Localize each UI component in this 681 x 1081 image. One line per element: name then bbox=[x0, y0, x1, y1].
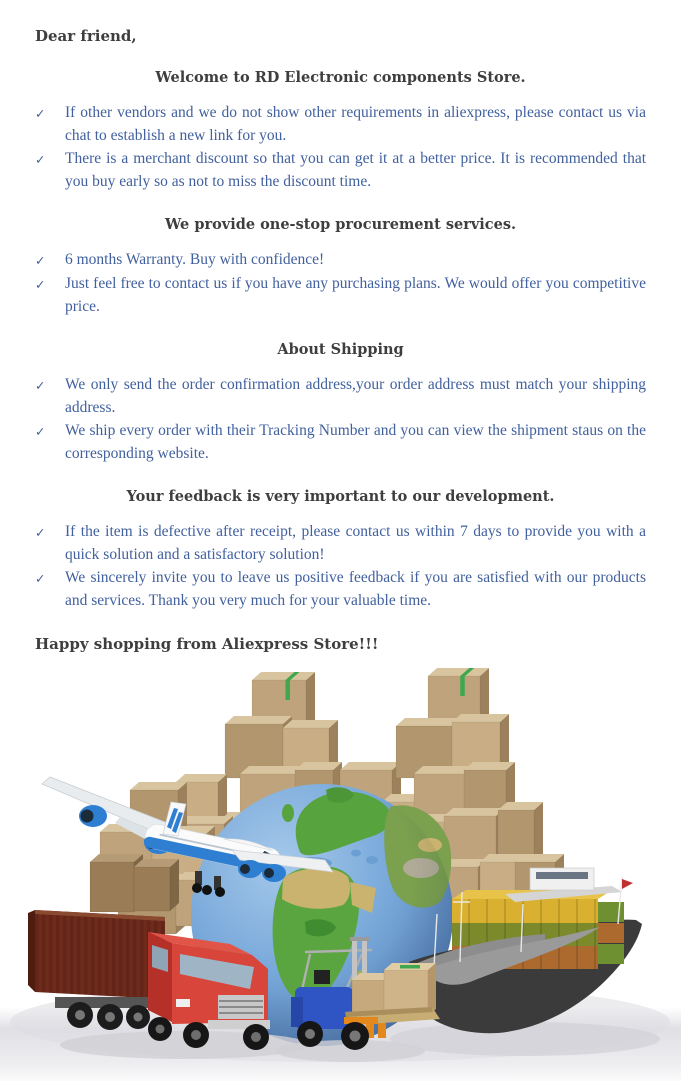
bullet-item bbox=[35, 101, 646, 147]
bullet-item bbox=[35, 272, 646, 318]
checkmark-icon: ✓ bbox=[35, 424, 46, 439]
section-procurement bbox=[35, 215, 646, 318]
bullet-item bbox=[35, 147, 646, 193]
checkmark-icon: ✓ bbox=[35, 277, 46, 292]
bullet-text: 6 months Warranty. Buy with confidence! bbox=[65, 251, 325, 268]
section-heading: About Shipping bbox=[277, 341, 404, 358]
bullet-text: If other vendors and we do not show other requirements in aliexpress, please contact us via chat to establish a new link for you. bbox=[65, 104, 646, 144]
bullet-item bbox=[35, 419, 646, 465]
checkmark-icon: ✓ bbox=[35, 106, 46, 121]
section-feedback bbox=[35, 487, 646, 612]
closing-text: Happy shopping from Aliexpress Store!!! bbox=[35, 635, 379, 653]
bullet-text: If the item is defective after receipt, please contact us within 7 days to provide you with a quick solution and a satisfactory solution! bbox=[65, 523, 646, 563]
ship-flag bbox=[622, 879, 633, 889]
bullet-text: There is a merchant discount so that you can get it at a better price. It is recommended that you buy early so as not to miss the discount time. bbox=[65, 150, 646, 190]
bullet-item bbox=[35, 520, 646, 566]
bullet-item bbox=[35, 373, 646, 419]
bullet-text: We only send the order confirmation address,your order address must match your shipping address. bbox=[65, 376, 646, 416]
checkmark-icon: ✓ bbox=[35, 253, 46, 268]
section-heading: Welcome to RD Electronic components Store. bbox=[155, 69, 526, 86]
checkmark-icon: ✓ bbox=[35, 525, 46, 540]
checkmark-icon: ✓ bbox=[35, 571, 46, 586]
section-heading: Your feedback is very important to our development. bbox=[126, 488, 555, 505]
bullet-item bbox=[35, 566, 646, 612]
bullet-list bbox=[35, 520, 646, 612]
bullet-list bbox=[35, 248, 646, 318]
bullet-item bbox=[35, 248, 646, 272]
bullet-list bbox=[35, 373, 646, 465]
bullet-text: We sincerely invite you to leave us positive feedback if you are satisfied with our products and services. Thank you very much for your valuable time. bbox=[65, 569, 646, 609]
logistics-illustration bbox=[0, 662, 681, 1081]
greeting-text: Dear friend, bbox=[35, 27, 137, 45]
section-welcome bbox=[35, 68, 646, 193]
section-heading: We provide one-stop procurement services. bbox=[164, 216, 517, 233]
checkmark-icon: ✓ bbox=[35, 378, 46, 393]
section-shipping bbox=[35, 340, 646, 465]
bullet-text: Just feel free to contact us if you have any purchasing plans. We would offer you competitive price. bbox=[65, 275, 646, 315]
bullet-list bbox=[35, 101, 646, 193]
bullet-text: We ship every order with their Tracking Number and you can view the shipment staus on the corresponding website. bbox=[65, 422, 646, 462]
checkmark-icon: ✓ bbox=[35, 152, 46, 167]
